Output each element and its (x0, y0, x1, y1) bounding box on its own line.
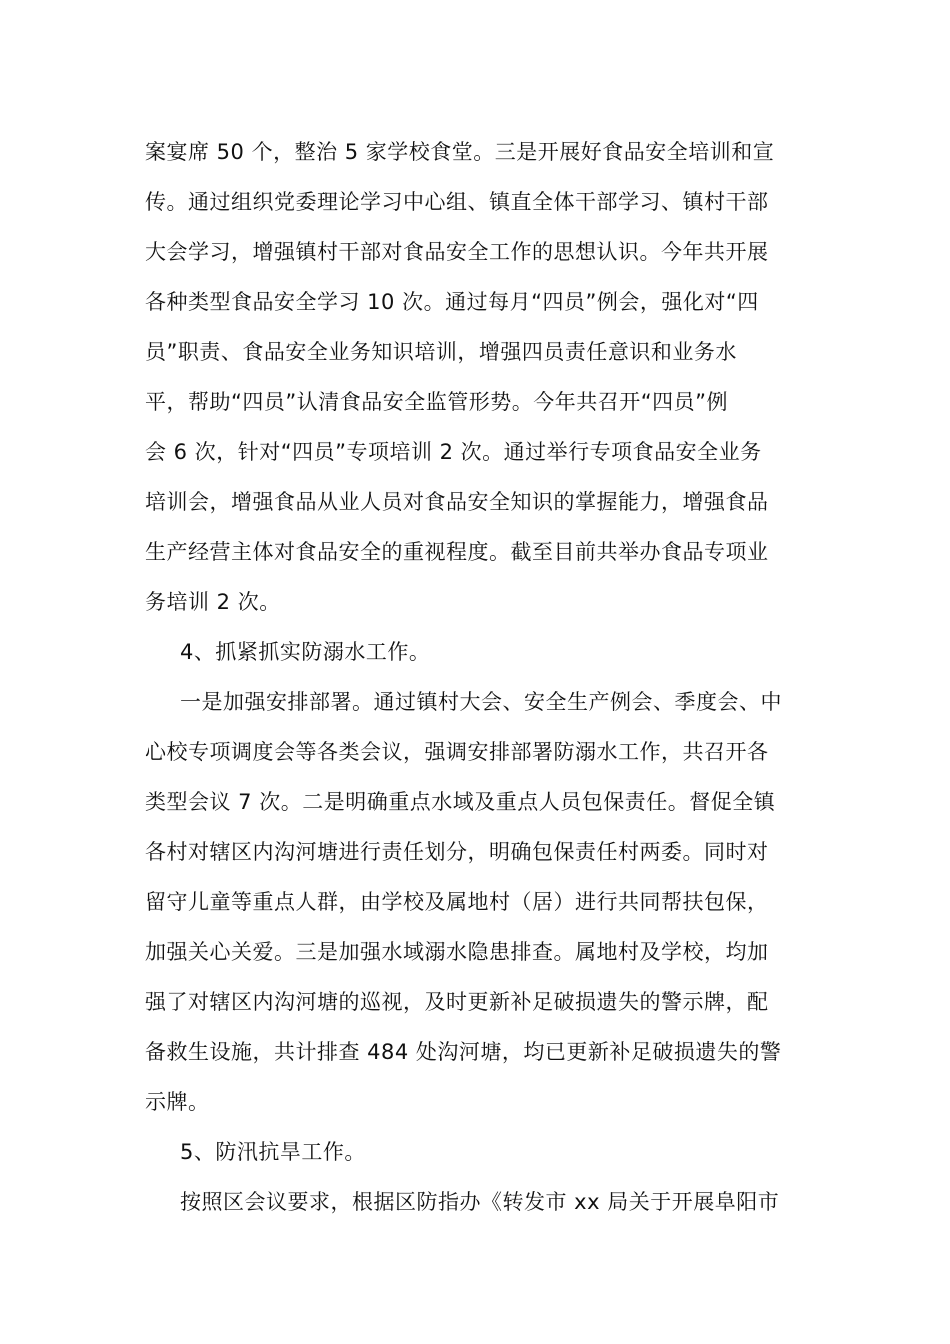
text-line: 加强关心关爱。三是加强水域溺水隐患排查。属地村及学校，均加 (145, 940, 769, 964)
text-line: 按照区会议要求，根据区防指办《转发市 xx 局关于开展阜阳市 (180, 1190, 780, 1214)
section-heading: 5、防汛抗旱工作。 (180, 1140, 366, 1164)
text-line: 各村对辖区内沟河塘进行责任划分，明确包保责任村两委。同时对 (145, 840, 769, 864)
section-heading: 4、抓紧抓实防溺水工作。 (180, 640, 431, 664)
text-line: 大会学习，增强镇村干部对食品安全工作的思想认识。今年共开展 (145, 240, 769, 264)
text-line: 各种类型食品安全学习 10 次。通过每月“四员”例会，强化对“四 (145, 290, 759, 314)
text-line: 案宴席 50 个，整治 5 家学校食堂。三是开展好食品安全培训和宣 (145, 140, 775, 164)
text-line: 一是加强安排部署。通过镇村大会、安全生产例会、季度会、中 (180, 690, 782, 714)
text-line: 心校专项调度会等各类会议，强调安排部署防溺水工作，共召开各 (145, 740, 769, 764)
text-line: 员”职责、食品安全业务知识培训，增强四员责任意识和业务水 (145, 340, 737, 364)
text-line: 会 6 次，针对“四员”专项培训 2 次。通过举行专项食品安全业务 (145, 440, 762, 464)
text-line: 务培训 2 次。 (145, 590, 281, 614)
text-line: 平，帮助“四员”认清食品安全监管形势。今年共召开“四员”例 (145, 390, 729, 414)
text-line: 生产经营主体对食品安全的重视程度。截至目前共举办食品专项业 (145, 540, 769, 564)
text-line: 备救生设施，共计排查 484 处沟河塘，均已更新补足破损遗失的警 (145, 1040, 782, 1064)
text-line: 强了对辖区内沟河塘的巡视，及时更新补足破损遗失的警示牌，配 (145, 990, 769, 1014)
text-line: 类型会议 7 次。二是明确重点水域及重点人员包保责任。督促全镇 (145, 790, 776, 814)
text-line: 培训会，增强食品从业人员对食品安全知识的掌握能力，增强食品 (145, 490, 769, 514)
text-line: 传。通过组织党委理论学习中心组、镇直全体干部学习、镇村干部 (145, 190, 769, 214)
text-line: 示牌。 (145, 1090, 210, 1114)
text-line: 留守儿童等重点人群，由学校及属地村（居）进行共同帮扶包保， (145, 890, 769, 914)
